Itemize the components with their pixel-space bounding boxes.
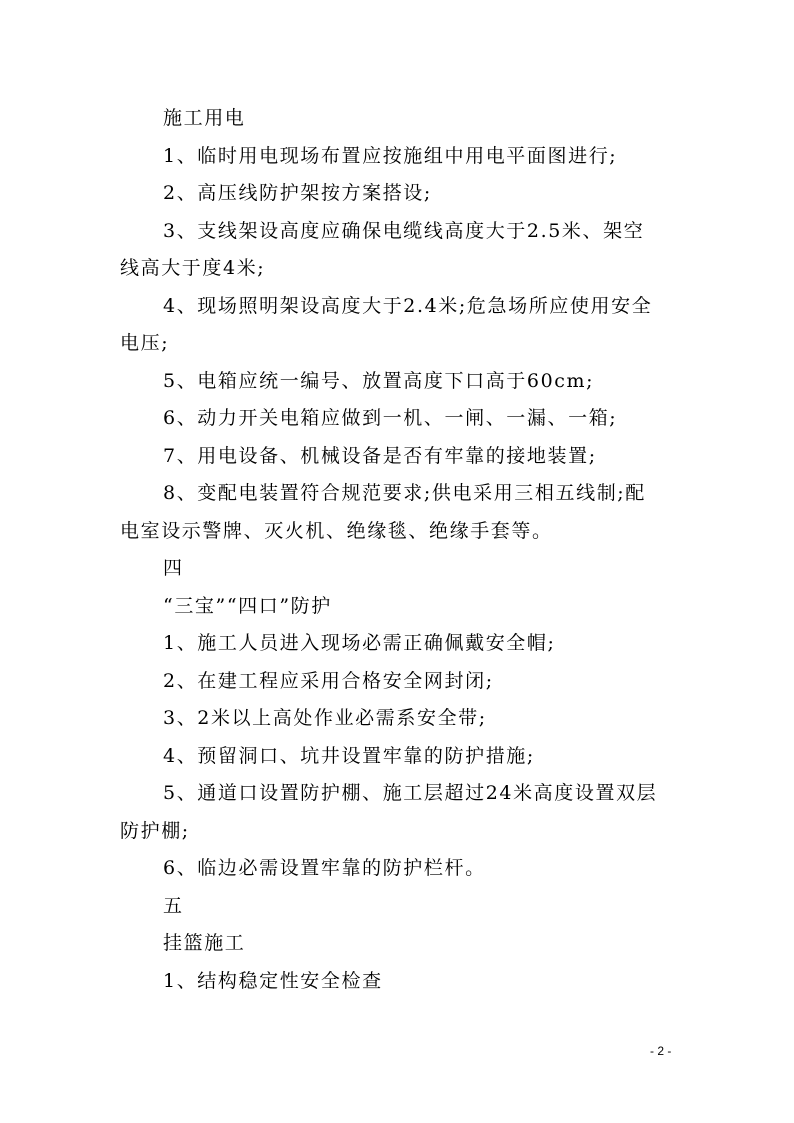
document-body xyxy=(120,100,676,1000)
paragraph-line: 3、支线架设高度应确保电缆线高度大于2.5米、架空 xyxy=(163,219,645,242)
paragraph-line: 6、动力开关电箱应做到一机、一闸、一漏、一箱; xyxy=(163,407,618,429)
paragraph-line: 1、结构稳定性安全检查 xyxy=(163,969,383,992)
paragraph-line: 1、施工人员进入现场必需正确佩戴安全帽; xyxy=(163,632,556,654)
paragraph-line: 4、现场照明架设高度大于2.4米;危急场所应使用安全 xyxy=(163,294,653,317)
page-number: - 2 - xyxy=(650,1044,672,1058)
paragraph-line: 2、在建工程应采用合格安全网封闭; xyxy=(163,669,494,692)
paragraph-line: 5、电箱应统一编号、放置高度下口高于60cm; xyxy=(163,369,595,392)
paragraph-line: 2、高压线防护架按方案搭设; xyxy=(163,182,432,204)
section-heading-protection: “三宝”“四口”防护 xyxy=(163,594,332,617)
section-heading-hanging-basket: 挂篮施工 xyxy=(163,932,246,954)
paragraph-line: 3、2米以上高处作业必需系安全带; xyxy=(163,707,487,729)
paragraph-line: 7、用电设备、机械设备是否有牢靠的接地装置; xyxy=(163,444,597,467)
paragraph-line: 电室设示警牌、灭火机、绝缘毯、绝缘手套等。 xyxy=(120,519,553,542)
section-heading-electricity: 施工用电 xyxy=(163,107,246,129)
paragraph-line: 6、临边必需设置牢靠的防护栏杆。 xyxy=(163,857,486,879)
paragraph-line: 5、通道口设置防护棚、施工层超过24米高度设置双层 xyxy=(163,782,658,804)
paragraph-line: 4、预留洞口、坑井设置牢靠的防护措施; xyxy=(163,744,535,767)
paragraph-line: 防护棚; xyxy=(120,819,190,842)
section-number-five: 五 xyxy=(163,894,184,917)
paragraph-line: 线高大于度4米; xyxy=(120,257,266,279)
paragraph-line: 1、临时用电现场布置应按施组中用电平面图进行; xyxy=(163,144,618,167)
section-number-four: 四 xyxy=(163,557,184,579)
paragraph-line: 电压; xyxy=(120,332,170,354)
paragraph-line: 8、变配电装置符合规范要求;供电采用三相五线制;配 xyxy=(163,482,646,504)
